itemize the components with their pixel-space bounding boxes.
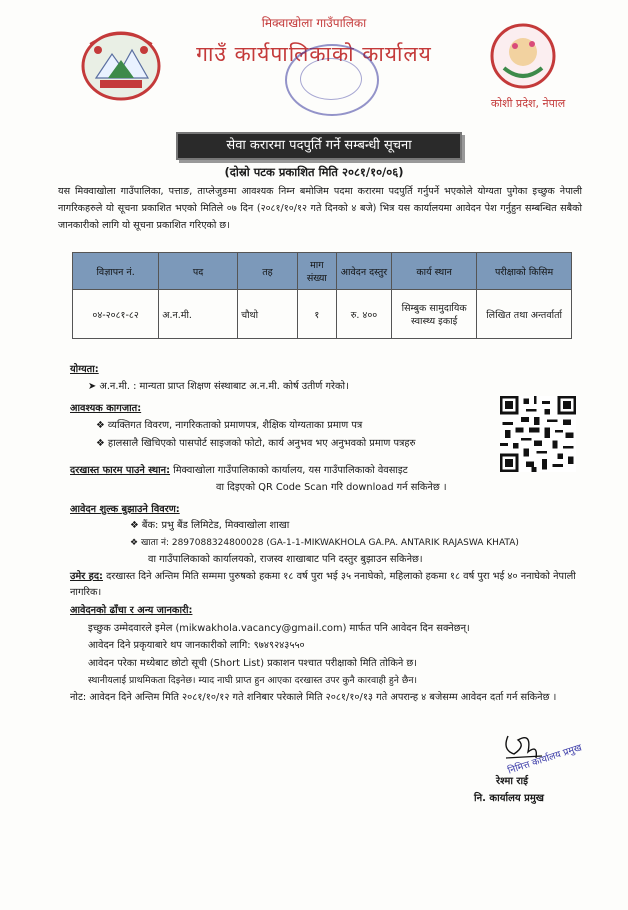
diamond-bullet-icon: ❖ [130,520,142,531]
office-name: गाउँ कार्यपालिकाको कार्यालय [196,42,432,66]
form-location [70,463,408,479]
form-location-heading: दरखास्त फारम पाउने स्थान: [70,465,171,476]
fee-heading: आवेदन शुल्क बुझाउने विवरण: [70,504,180,515]
table-row [73,290,572,339]
documents-heading: आवश्यक कागजात: [70,403,142,414]
vacancy-table [72,252,572,339]
notice-subtitle: (दोस्रो पटक प्रकाशित मिति २०८१/१०/०६) [224,165,404,179]
cell-demand: १ [297,290,336,339]
documents-item: ❖ व्यक्तिगत विवरण, नागरिकताको प्रमाणपत्र, शैक्षिक योग्यताका प्रमाण पत्र [96,420,363,431]
form-download-text: वा दिइएको QR Code Scan गरि download गर्न सकिनेछ । [216,482,447,493]
col-demand: माग संख्या [297,253,336,290]
age-limit-text: दरखास्त दिने अन्तिम मिति सम्ममा पुरुषको हकमा १८ वर्ष पुरा भई ३५ ननाघेको, महिलाको हकमा १८ वर्ष पुरा भई ४० ननाघेको नेपाली नागरिक। [70,571,576,598]
cell-advertisement-no: ०४-२०८१-८२ [73,290,159,339]
office-stamp-inner-icon [300,58,362,100]
age-limit [70,569,584,601]
diamond-bullet-icon: ❖ [96,420,108,431]
koshi-province-emblem-icon [490,22,556,90]
notice-title: सेवा करारमा पदपुर्ति गर्ने सम्बन्धी सूचना [176,132,462,160]
col-level: तह [238,253,298,290]
cell-fee: रु. ४०० [336,290,391,339]
cell-level: चौथो [238,290,298,339]
procedure-line: स्थानीयलाई प्राथमिकता दिइनेछ। म्याद नाघी प्राप्त हुन आएका दरखास्त उपर कुनै कारवाही हुने छैन। [88,675,418,686]
qr-code-icon[interactable] [500,396,576,472]
qualification-item: ➤ अ.न.मी. : मान्यता प्राप्त शिक्षण संस्थाबाट अ.न.मी. कोर्ष उतीर्ण गरेको। [88,381,349,392]
arrow-bullet-icon: ➤ [88,381,100,392]
diamond-bullet-icon: ❖ [130,538,141,548]
documents-item: ❖ हालसालै खिचिएको पासपोर्ट साइजको फोटो, कार्य अनुभव भए अनुभवको प्रमाण पत्रहरु [96,438,416,449]
fee-bank: ❖ बैंक: प्रभु बैंड लिमिटेड, मिक्वाखोला शाखा [130,520,290,531]
col-workplace: कार्य स्थान [392,253,477,290]
col-fee: आवेदन दस्तुर [336,253,391,290]
cell-exam-type: लिखित तथा अन्तर्वार्ता [477,290,572,339]
cell-post: अ.न.मी. [159,290,238,339]
age-limit-heading: उमेर हद: [70,571,103,582]
table-header-row [73,253,572,290]
cell-workplace: सिम्बुक सामुदायिक स्वास्थ्य इकाई [392,290,477,339]
municipality-name: मिक्वाखोला गाउँपालिका [261,16,367,30]
signature-icon [480,728,600,848]
procedure-line: आवेदन दिने प्रकृयाबारे थप जानकारीको लागि: ९७४९२४३५५० [88,640,305,651]
intro-paragraph: यस मिक्वाखोला गाउँपालिका, पत्ताङ, ताप्लेजुङमा आवश्यक निम्न बमोजिम पदमा करारमा पदपुर्ति गर्नुपर्ने भएकोले योग्यता पुगेका इच्छुक नेपाली नागरिकहरुले यो सूचना प्रकाशित भएको मितिले ०७ दिन (२०८१/१०/१२ गते दिनको ४ बजे) भित्र यस कार्यालयमा आवेदन पेश गर्नुहुन सम्बन्धित सबैको जानकारीको लागि यो सूचना प्रकाशित गरिएको छ। [58,186,582,231]
form-location-text: मिक्वाखोला गाउँपालिकाको कार्यालय, यस गाउँपालिकाको वेवसाइट [173,465,408,476]
signatory-title: नि. कार्यालय प्रमुख [474,793,544,804]
col-advertisement-no: विज्ञापन नं. [73,253,159,290]
fee-account: ❖ खाता नं: 2897088324800028 (GA-1-1-MIKWAKHOLA GA.PA. ANTARIK RAJASWA KHATA) [130,538,519,548]
signature-stamp: निमित्त कार्यालय प्रमुख [506,742,584,777]
signatory-name: रेश्मा राई [496,776,528,787]
deadline-note: नोट: आवेदन दिने अन्तिम मिति २०८१/१०/१२ गते शनिबार परेकाले मिति २०८१/१०/१३ गते अपरान्ह ४ बजेसम्म आवेदन दर्ता गर्न सकिनेछ । [70,692,557,703]
qualification-heading: योग्यता: [70,364,99,375]
col-post: पद [159,253,238,290]
province-label: कोशी प्रदेश, नेपाल [490,97,566,110]
procedure-line: आवेदन परेका मध्येबाट छोटो सूची (Short List) प्रकाशन पश्चात परीक्षाको मिति तोकिने छ। [88,658,417,669]
col-exam-type: परीक्षाको किसिम [477,253,572,290]
diamond-bullet-icon: ❖ [96,438,108,449]
procedure-line: इच्छुक उम्मेदवारले इमेल (mikwakhola.vacancy@gmail.com) मार्फत पनि आवेदन दिन सक्नेछन्। [88,623,470,634]
procedure-heading: आवेदनको ढाँचा र अन्य जानकारी: [70,605,193,616]
fee-note: वा गाउँपालिकाको कार्यालयको, राजस्व शाखाबाट पनि दस्तुर बुझाउन सकिनेछ। [148,554,423,565]
